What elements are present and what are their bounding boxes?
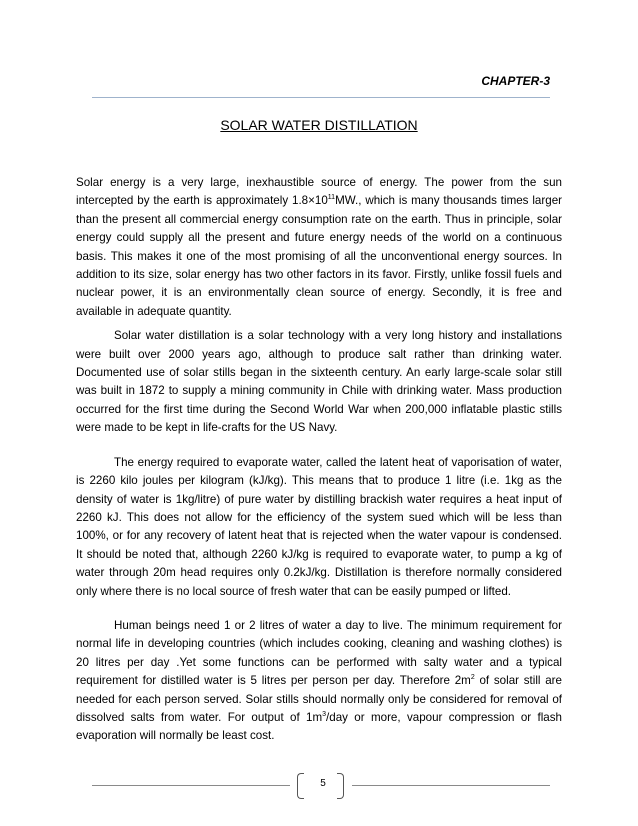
- exponent-2: 2: [470, 674, 475, 682]
- header-divider: [92, 97, 550, 98]
- page-title: SOLAR WATER DISTILLATION: [220, 117, 418, 133]
- chapter-heading: CHAPTER-3: [481, 74, 550, 88]
- paragraph-1-text-b: MW., which is many thousands times larger than the present all commercial energy consumption rate on the earth. Thus in principle, solar energy could supply all the present and future energy needs of the world on a continuous basis. This makes it one of the most promising of all the unconventional energy sources. In addition to its size, solar energy has two other factors in its favor. Firstly, unlike fossil fuels and nuclear power, it is an environmentally clean source of energy. Secondly, it is free and available in adequate quantity.: [76, 194, 562, 318]
- paragraph-3: The energy required to evaporate water, called the latent heat of vaporisation of water, is 2260 kilo joules per kilogram (kJ/kg). This means that to produce 1 litre (i.e. 1kg as the density of water is 1kg/litre) of pure water by distilling brackish water requires a heat input of 2260 kJ. This does not allow for the efficiency of the system sued which will be less than 100%, or for any recovery of latent heat that is rejected when the water vapour is condensed. It should be noted that, although 2260 kJ/kg is required to evaporate water, to pump a kg of water through 20m head requires only 0.2kJ/kg. Distillation is therefore normally considered only where there is no local source of fresh water that can be easily pumped or lifted.: [76, 455, 562, 598]
- page-footer: [92, 771, 550, 801]
- paragraph-4-text-a: Human beings need 1 or 2 litres of water a day to live. The minimum requirement for normal life in developing countries (which includes cooking, cleaning and washing clothes) is 20 litres per day .Yet some functions can be performed with salty water and a typical requirement for distilled water is 5 litres per person per day. Therefore 2m: [76, 618, 562, 688]
- paragraph-4: [76, 617, 562, 746]
- footer-rule-left: [92, 785, 290, 786]
- right-bracket: [337, 773, 344, 799]
- paragraph-1-text-a: Solar energy is a very large, inexhaustible source of energy. The power from the sun intercepted by the earth is approximately 1.8×10: [76, 176, 562, 208]
- page-number: 5: [320, 778, 326, 789]
- left-bracket: [297, 773, 304, 799]
- paragraph-4-text-b: of solar still are needed for each person served. Solar stills should normally only be considered for removal of dissolved salts from water. For output of 1m: [76, 674, 562, 724]
- exponent-11: 11: [327, 194, 336, 202]
- footer-rule-right: [352, 785, 550, 786]
- paragraph-1: [76, 174, 562, 321]
- paragraph-2: Solar water distillation is a solar technology with a very long history and installations were built over 2000 years ago, although to produce salt rather than drinking water. Documented use of solar stills began in the sixteenth century. An early large-scale solar still was built in 1872 to supply a mining community in Chile with drinking water. Mass production occurred for the first time during the Second World War when 200,000 inflatable plastic stills were made to be kept in life-crafts for the US Navy.: [76, 329, 562, 435]
- paragraph-4-text-c: /day or more, vapour compression or flash evaporation will normally be least cost.: [76, 710, 562, 743]
- body-text: [76, 174, 562, 746]
- exponent-3: 3: [322, 711, 327, 719]
